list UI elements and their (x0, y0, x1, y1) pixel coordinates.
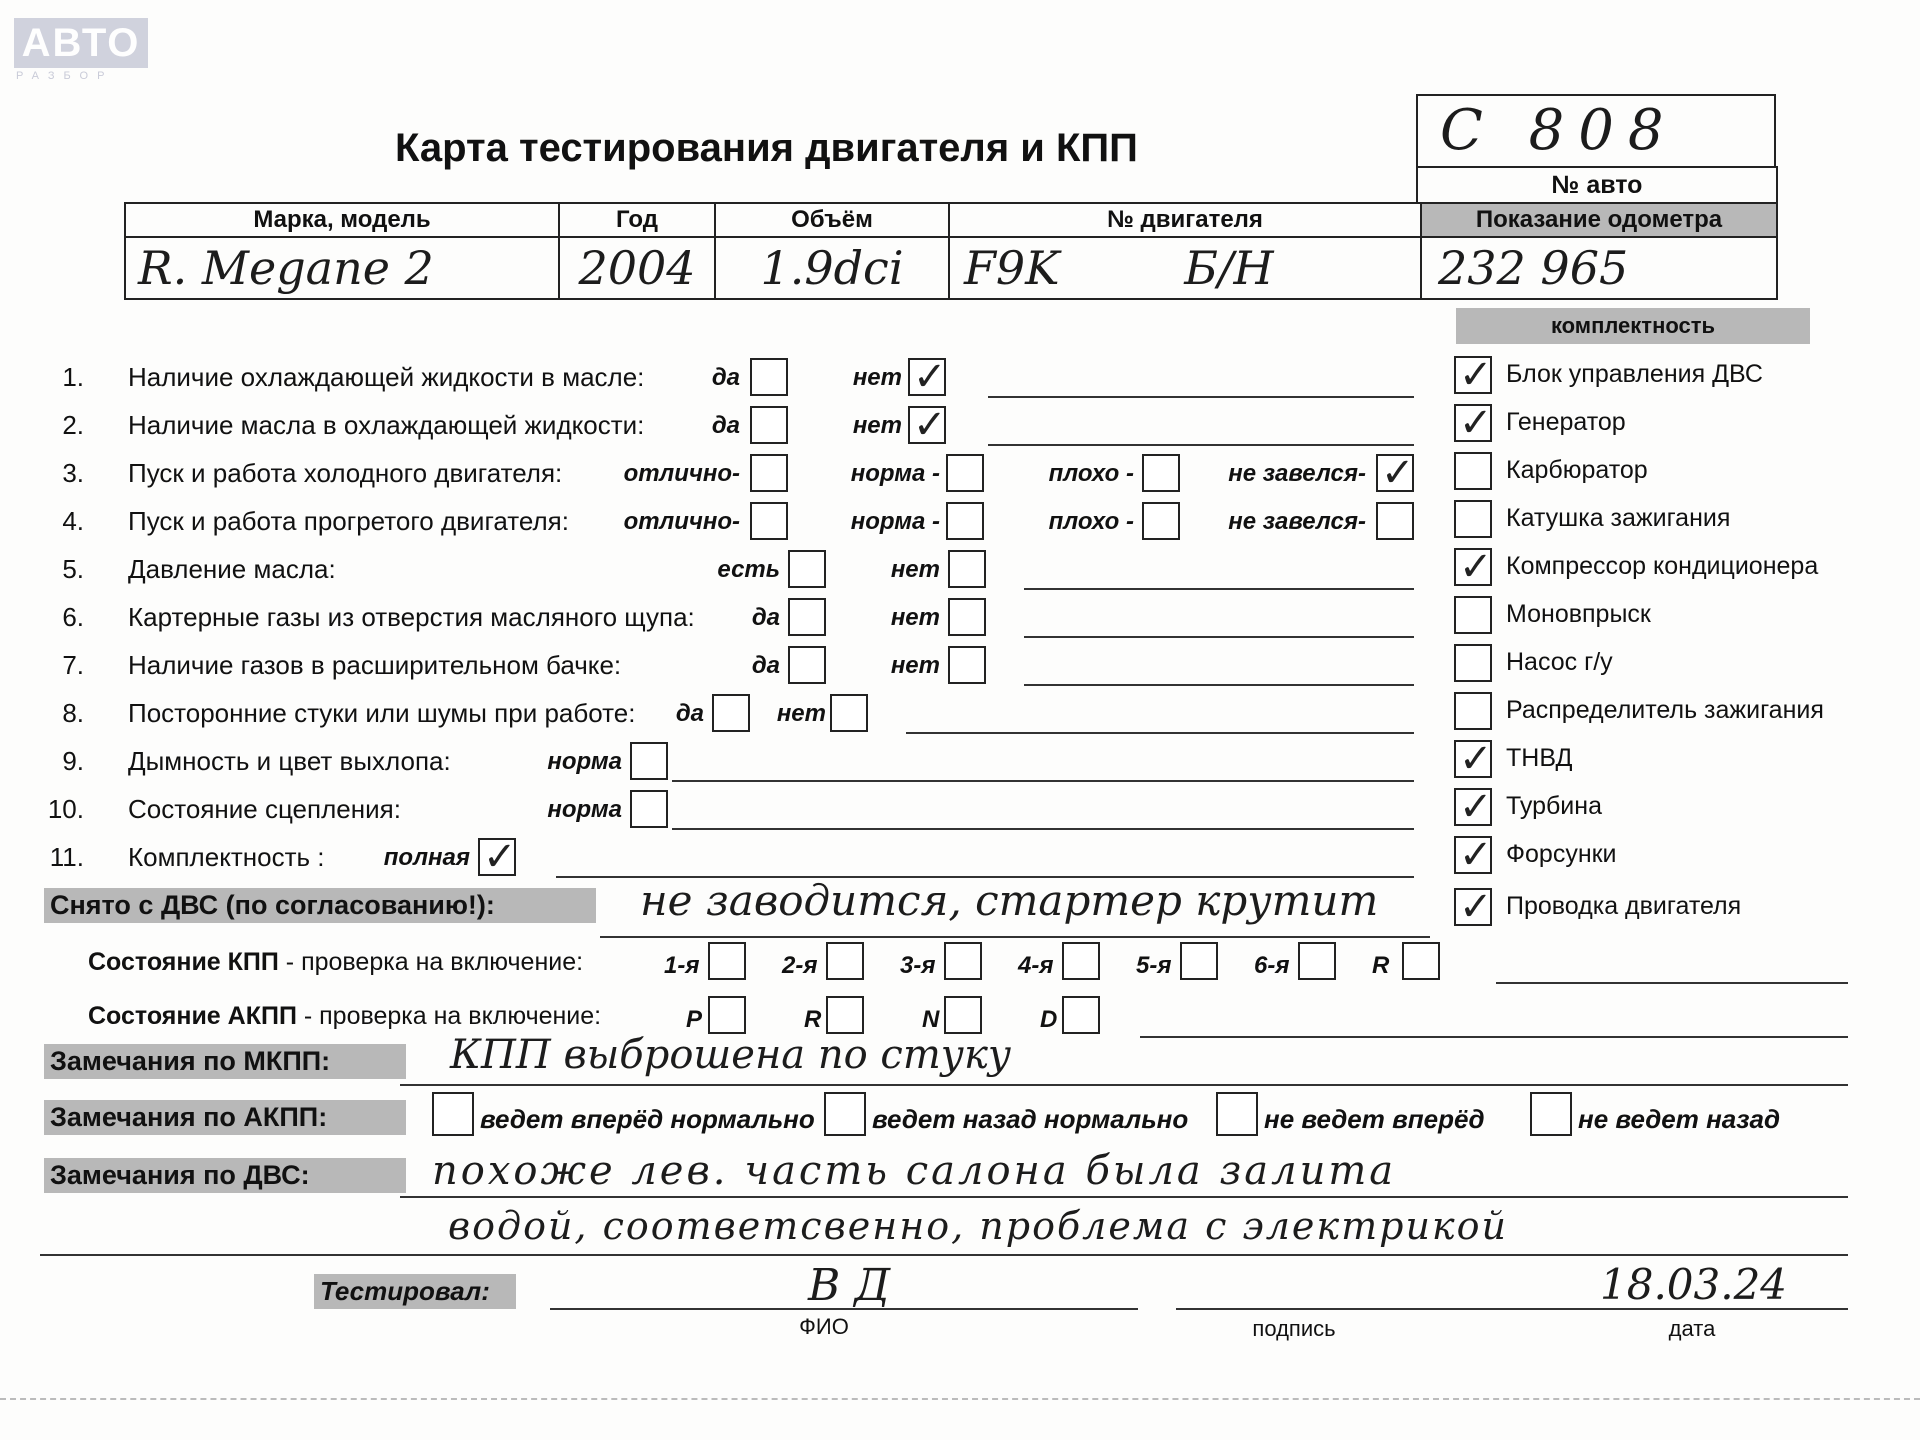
completeness-checkbox[interactable] (1454, 452, 1492, 490)
akpp-gear-checkbox[interactable] (944, 996, 982, 1034)
akpp-note-label: не ведет назад (1578, 1104, 1781, 1134)
akpp-gear-label: D (1040, 1006, 1058, 1033)
question-number: 1. (62, 362, 84, 392)
akpp-note-checkbox[interactable] (824, 1092, 866, 1136)
akpp-note-checkbox[interactable] (1216, 1092, 1258, 1136)
kpp-gear-checkbox[interactable] (826, 942, 864, 980)
answer-line (672, 828, 1414, 830)
kpp-gear-label: R (1372, 952, 1390, 979)
option-checkbox[interactable] (1376, 454, 1414, 492)
col-model-header: Марка, модель (125, 203, 559, 237)
completeness-label: Насос г/у (1506, 648, 1613, 676)
option-label: не завелся- (1228, 508, 1366, 535)
completeness-label: Турбина (1506, 792, 1602, 820)
question-text: Пуск и работа холодного двигателя: (128, 458, 563, 488)
option-checkbox[interactable] (948, 550, 986, 588)
akpp-gear-checkbox[interactable] (708, 996, 746, 1034)
answer-line (988, 396, 1414, 398)
option-checkbox[interactable] (712, 694, 750, 732)
kpp-label-bold: Состояние КПП (88, 948, 279, 976)
mkpp-notes-line (400, 1084, 1848, 1086)
completeness-label: Катушка зажигания (1506, 504, 1731, 532)
completeness-checkbox[interactable] (1454, 356, 1492, 394)
page-title: Карта тестирования двигателя и КПП (395, 126, 1138, 170)
option-label: нет (852, 364, 902, 391)
completeness-label: Проводка двигателя (1506, 892, 1742, 920)
completeness-checkbox[interactable] (1454, 548, 1492, 586)
kpp-gear-checkbox[interactable] (708, 942, 746, 980)
option-label: норма - (850, 508, 940, 535)
option-checkbox[interactable] (750, 502, 788, 540)
completeness-label: Распределитель зажигания (1506, 696, 1824, 724)
option-checkbox[interactable] (946, 502, 984, 540)
dvs-notes-line2: водой, соответсвенно, проблема с электрикой (448, 1204, 1508, 1248)
akpp-line (1140, 1036, 1848, 1038)
completeness-label: Карбюратор (1506, 456, 1648, 484)
dvs-notes-rule2 (40, 1254, 1848, 1256)
option-label: норма (547, 796, 622, 823)
completeness-label: ТНВД (1506, 744, 1573, 772)
question-number: 10. (47, 794, 84, 824)
question-row (44, 790, 1414, 834)
answer-line (672, 780, 1414, 782)
sign-line (1176, 1308, 1584, 1310)
kpp-label-rest: - проверка на включение: (278, 948, 584, 976)
akpp-gear-checkbox[interactable] (1062, 996, 1100, 1034)
tested-label: Тестировал: (314, 1274, 516, 1309)
dvs-notes-rule1 (400, 1196, 1848, 1198)
option-label: нет (890, 556, 940, 583)
question-number: 6. (62, 602, 84, 632)
removed-line (600, 936, 1430, 938)
kpp-gear-label: 1-я (664, 952, 700, 979)
question-text: Посторонние стуки или шумы при работе: (128, 698, 636, 728)
col-volume-header: Объём (715, 203, 949, 237)
akpp-label-rest: - проверка на включение: (296, 1002, 602, 1030)
option-label: норма - (850, 460, 940, 487)
mkpp-notes-value: КПП выброшена по стуку (450, 1032, 1012, 1078)
question-number: 2. (62, 410, 84, 440)
akpp-note-label: не ведет вперёд (1264, 1104, 1485, 1134)
fio-line (550, 1308, 1138, 1310)
option-checkbox[interactable] (478, 838, 516, 876)
answer-line (906, 732, 1414, 734)
option-checkbox[interactable] (630, 790, 668, 828)
option-checkbox[interactable] (788, 646, 826, 684)
cap-sign: подпись (1252, 1316, 1336, 1341)
kpp-gear-label: 2-я (782, 952, 818, 979)
option-checkbox[interactable] (908, 358, 946, 396)
question-number: 3. (62, 458, 84, 488)
completeness-checkbox[interactable] (1454, 644, 1492, 682)
question-number: 5. (62, 554, 84, 584)
completeness-checkbox[interactable] (1454, 788, 1492, 826)
col-engine-header: № двигателя (949, 203, 1421, 237)
option-checkbox[interactable] (908, 406, 946, 444)
akpp-gear-checkbox[interactable] (826, 996, 864, 1034)
completeness-checkbox[interactable] (1454, 404, 1492, 442)
kpp-gear-checkbox[interactable] (1062, 942, 1100, 980)
question-text: Наличие газов в расширительном бачке: (128, 650, 622, 680)
question-text: Наличие масла в охлаждающей жидкости: (128, 410, 645, 440)
option-checkbox[interactable] (788, 598, 826, 636)
option-checkbox[interactable] (948, 598, 986, 636)
completeness-label: Генератор (1506, 408, 1626, 436)
model-value: R. Megane 2 (125, 237, 559, 299)
option-label: да (751, 604, 780, 631)
answer-line (988, 444, 1414, 446)
kpp-line (1496, 982, 1848, 984)
completeness-label: Форсунки (1506, 840, 1617, 868)
question-number: 4. (62, 506, 84, 536)
question-row (44, 598, 1414, 642)
car-ref-label: № авто (1416, 166, 1778, 202)
completeness-checkbox[interactable] (1454, 596, 1492, 634)
option-checkbox[interactable] (830, 694, 868, 732)
question-row (44, 742, 1414, 786)
option-label: отлично- (623, 460, 740, 487)
option-label: нет (776, 700, 826, 727)
akpp-gear-label: R (804, 1006, 822, 1033)
tested-date: 18.03.24 (1600, 1260, 1788, 1309)
option-checkbox[interactable] (1142, 454, 1180, 492)
akpp-gear-label: N (922, 1006, 940, 1033)
watermark-sub: РАЗБОР (16, 70, 114, 82)
question-number: 7. (62, 650, 84, 680)
completeness-label: Компрессор кондиционера (1506, 552, 1819, 580)
cap-fio: ФИО (799, 1314, 849, 1339)
question-text: Комплектность : (128, 842, 325, 872)
option-label: нет (890, 652, 940, 679)
cap-date: дата (1668, 1316, 1716, 1341)
option-label: да (675, 700, 704, 727)
kpp-gear-label: 3-я (900, 952, 936, 979)
kpp-gear-label: 4-я (1018, 952, 1054, 979)
engine-cell (949, 237, 1421, 299)
completeness-checkbox[interactable] (1454, 692, 1492, 730)
completeness-label: Блок управления ДВС (1506, 360, 1763, 388)
option-label: норма (547, 748, 622, 775)
car-ref-value: C 808 (1440, 98, 1678, 163)
answer-line (1024, 588, 1414, 590)
option-label: да (751, 652, 780, 679)
completeness-checkbox[interactable] (1454, 500, 1492, 538)
question-number: 9. (62, 746, 84, 776)
question-text: Пуск и работа прогретого двигателя: (128, 506, 569, 536)
volume-value: 1.9dci (715, 237, 949, 299)
kpp-gear-checkbox[interactable] (1180, 942, 1218, 980)
kpp-gear-checkbox[interactable] (944, 942, 982, 980)
option-checkbox[interactable] (1376, 502, 1414, 540)
answer-line (1024, 636, 1414, 638)
mkpp-notes-label: Замечания по МКПП: (44, 1044, 406, 1079)
removed-label: Снято с ДВС (по согласованию!): (44, 888, 596, 923)
option-checkbox[interactable] (948, 646, 986, 684)
kpp-gear-label: 5-я (1136, 952, 1172, 979)
engine-note: Б/Н (1184, 241, 1274, 295)
question-row (44, 454, 1414, 498)
option-checkbox[interactable] (750, 406, 788, 444)
akpp-label (88, 1002, 601, 1031)
completeness-header: комплектность (1456, 308, 1810, 344)
question-text: Наличие охлаждающей жидкости в масле: (128, 362, 645, 392)
completeness-checkbox[interactable] (1454, 888, 1492, 926)
option-checkbox[interactable] (630, 742, 668, 780)
kpp-gear-label: 6-я (1254, 952, 1290, 979)
question-row (44, 646, 1414, 690)
question-number: 8. (62, 698, 84, 728)
option-checkbox[interactable] (946, 454, 984, 492)
year-value: 2004 (559, 237, 715, 299)
akpp-note-checkbox[interactable] (432, 1092, 474, 1136)
option-label: есть (717, 556, 780, 583)
option-label: плохо - (1048, 508, 1134, 535)
option-checkbox[interactable] (750, 358, 788, 396)
akpp-gear-label: P (686, 1006, 703, 1033)
kpp-label (88, 948, 583, 977)
completeness-label: Моновпрыск (1506, 600, 1651, 628)
question-row (44, 550, 1414, 594)
akpp-label-bold: Состояние АКПП (88, 1002, 297, 1030)
question-text: Картерные газы из отверстия масляного щупа: (128, 602, 695, 632)
question-row (44, 694, 1414, 738)
option-checkbox[interactable] (750, 454, 788, 492)
option-label: отлично- (623, 508, 740, 535)
question-text: Давление масла: (128, 554, 336, 584)
option-checkbox[interactable] (1142, 502, 1180, 540)
question-row (44, 502, 1414, 546)
option-label: не завелся- (1228, 460, 1366, 487)
question-text: Дымность и цвет выхлопа: (128, 746, 451, 776)
date-line (1530, 1308, 1848, 1310)
question-row (44, 358, 1414, 402)
removed-value: не заводится, стартер крутит (640, 876, 1379, 925)
option-label: нет (890, 604, 940, 631)
watermark-logo: АВТО (14, 18, 148, 68)
tested-fio: В Д (808, 1260, 891, 1311)
col-year-header: Год (559, 203, 715, 237)
question-number: 11. (49, 842, 84, 872)
completeness-checkbox[interactable] (1454, 740, 1492, 778)
question-row (44, 406, 1414, 450)
engine-value: F9K (964, 241, 1060, 295)
akpp-note-checkbox[interactable] (1530, 1092, 1572, 1136)
header-table (124, 202, 1778, 300)
completeness-checkbox[interactable] (1454, 836, 1492, 874)
question-text: Состояние сцепления: (128, 794, 401, 824)
option-label: да (711, 412, 740, 439)
akpp-note-label: ведет вперёд нормально (480, 1104, 815, 1134)
option-label: нет (852, 412, 902, 439)
option-label: да (711, 364, 740, 391)
option-checkbox[interactable] (788, 550, 826, 588)
answer-line (1024, 684, 1414, 686)
kpp-gear-checkbox[interactable] (1402, 942, 1440, 980)
odometer-value: 232 965 (1421, 237, 1777, 299)
option-label: полная (383, 844, 470, 871)
bottom-edge (0, 1398, 1920, 1400)
dvs-notes-label: Замечания по ДВС: (44, 1158, 406, 1193)
akpp-note-label: ведет назад нормально (872, 1104, 1189, 1134)
dvs-notes-line1: похоже лев. часть салона была залита (432, 1148, 1397, 1194)
option-label: плохо - (1048, 460, 1134, 487)
col-odometer-header: Показание одометра (1421, 203, 1777, 237)
kpp-gear-checkbox[interactable] (1298, 942, 1336, 980)
akpp-notes-label: Замечания по АКПП: (44, 1100, 406, 1135)
